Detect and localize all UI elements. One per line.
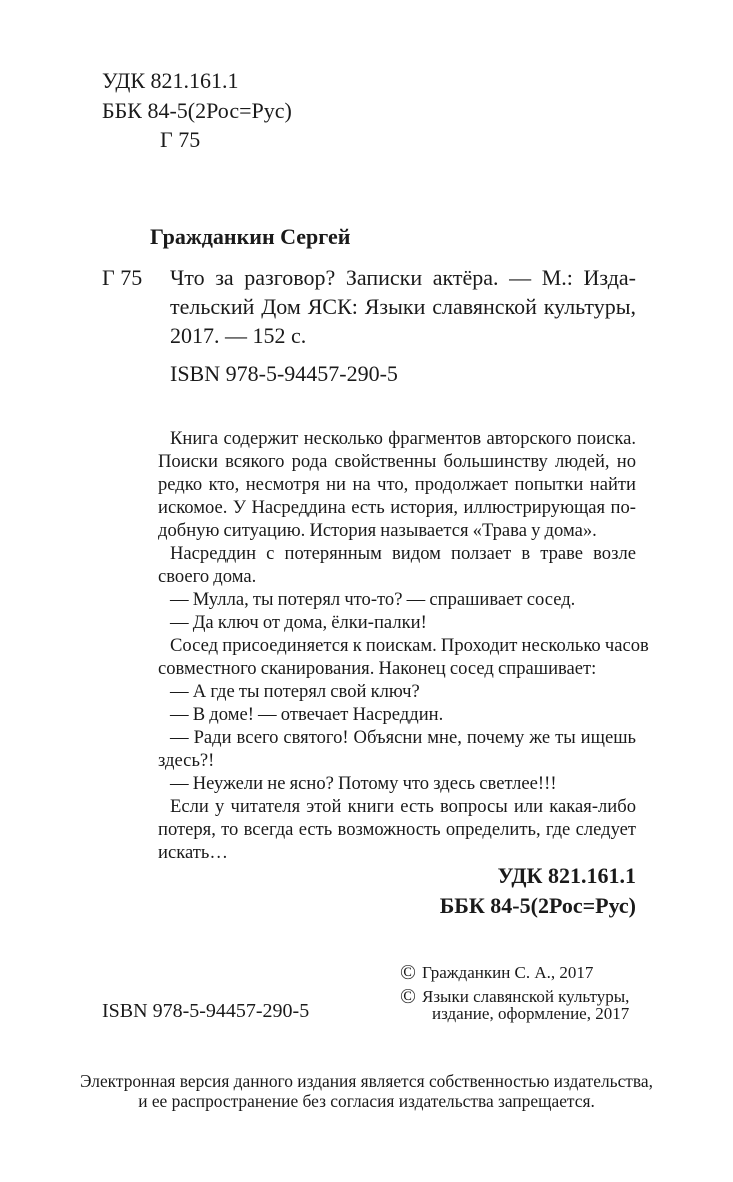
annotation-line: потеря, то всегда есть возможность определить, где следует (158, 819, 636, 840)
header-bbk: ББК 84-5(2Рос=Рус) (102, 98, 292, 123)
record-description-line: тельский Дом ЯСК: Языки славянской культуры, (170, 294, 636, 319)
record-description-line: Что за разговор? Записки актёра. — М.: Изда- (170, 265, 636, 290)
copyright-publisher-text: Языки славянской культуры, (422, 987, 630, 1006)
annotation-line: Книга содержит несколько фрагментов авторского поиска. (170, 428, 636, 449)
annotation-line: Если у читателя этой книги есть вопросы или какая-либо (170, 796, 636, 817)
annotation-line: — Ради всего святого! Объясни мне, почему же ты ищешь (170, 727, 636, 748)
author-name: Гражданкин Сергей (150, 224, 351, 249)
annotation-line: — Мулла, ты потерял что-то? — спрашивает сосед. (170, 589, 576, 610)
copyright-author (400, 962, 593, 983)
classification-udk: УДК 821.161.1 (497, 863, 636, 888)
footer-line: Электронная версия данного издания является собственностью издательства, (80, 1071, 653, 1091)
annotation-line: — А где ты потерял свой ключ? (170, 681, 420, 702)
classification-bbk: ББК 84-5(2Рос=Рус) (439, 893, 636, 918)
copyright-publisher-text-2: издание, оформление, 2017 (432, 1004, 630, 1023)
annotation-line: — В доме! — отвечает Насреддин. (170, 704, 444, 725)
footer-line: и ее распространение без согласия издательства запрещается. (138, 1091, 595, 1111)
annotation-line: здесь?! (158, 750, 215, 771)
copyright-author-text: Гражданкин С. А., 2017 (422, 963, 594, 982)
annotation-line: Поиски всякого рода свойственны большинству людей, но (158, 451, 636, 472)
annotation-line: — Неужели не ясно? Потому что здесь светлее!!! (170, 773, 557, 794)
annotation-line: своего дома. (158, 566, 257, 587)
header-udk: УДК 821.161.1 (102, 68, 239, 93)
annotation-line: совместного сканирования. Наконец сосед спрашивает: (158, 658, 597, 679)
annotation-line: редко кто, несмотря ни на что, продолжает попытки найти (158, 474, 636, 495)
annotation-line: искомое. У Насреддина есть история, иллюстрирующая по- (158, 497, 636, 518)
annotation-line: добную ситуацию. История называется «Трава у дома». (158, 520, 597, 541)
record-isbn: ISBN 978-5-94457-290-5 (170, 361, 398, 386)
copyright-icon: © (400, 984, 416, 1008)
record-description-line: 2017. — 152 с. (170, 323, 307, 348)
annotation-line: — Да ключ от дома, ёлки-палки! (170, 612, 427, 633)
record-mark: Г 75 (102, 265, 143, 290)
annotation-line: искать… (158, 842, 228, 863)
bottom-isbn: ISBN 978-5-94457-290-5 (102, 1000, 310, 1022)
annotation-line: Насреддин с потерянным видом ползает в траве возле (170, 543, 636, 564)
copyright-icon: © (400, 960, 416, 984)
annotation-line: Сосед присоединяется к поискам. Проходит несколько часов (170, 635, 649, 656)
header-author-mark: Г 75 (160, 127, 201, 152)
